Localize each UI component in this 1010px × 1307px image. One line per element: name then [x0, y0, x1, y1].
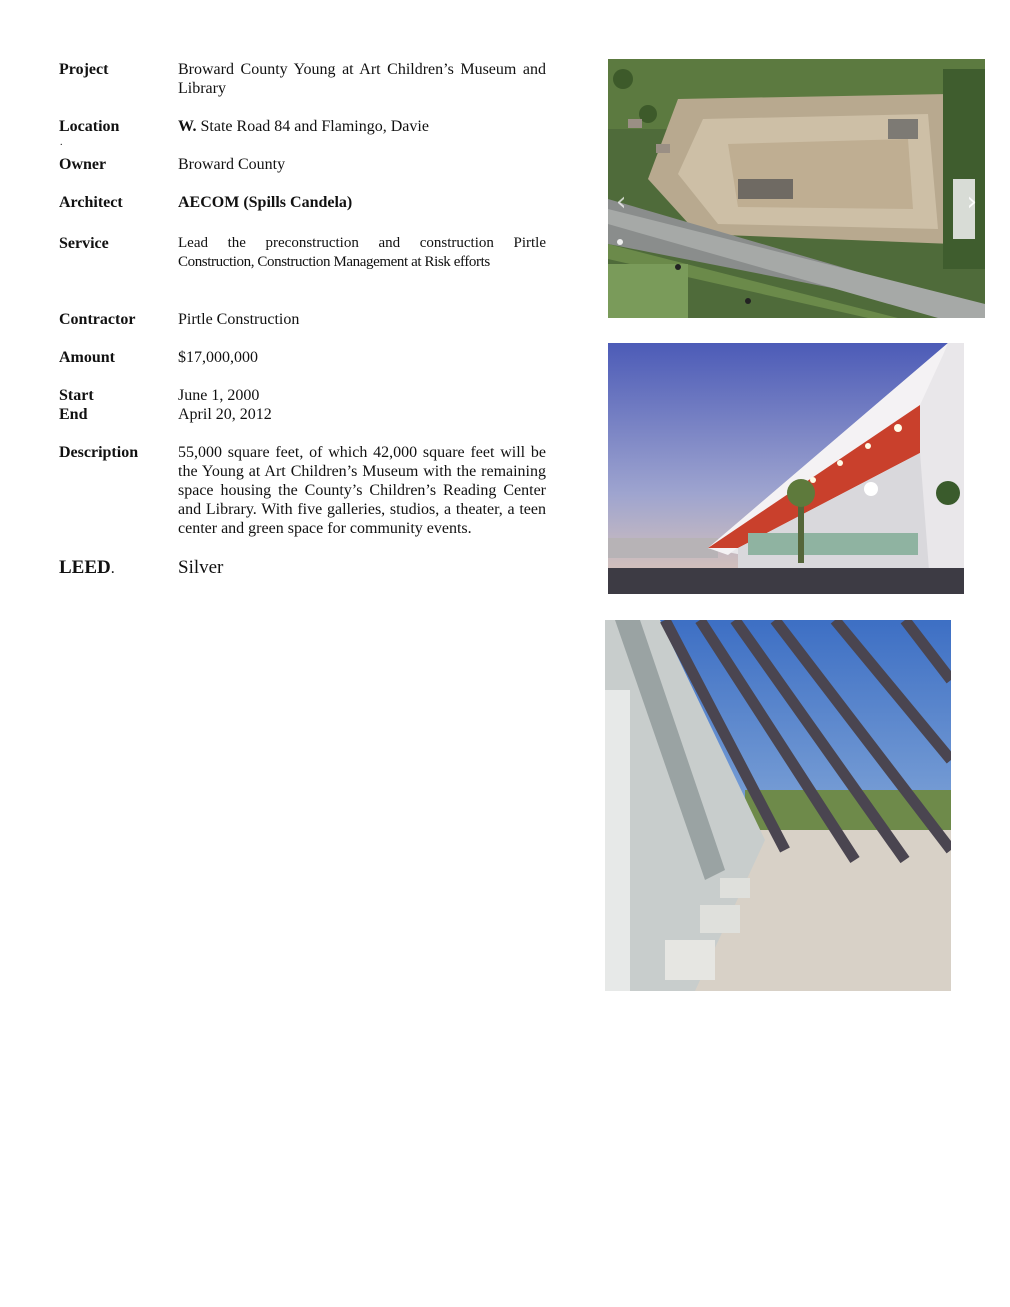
owner-label: Owner — [59, 156, 107, 173]
location-value-text: State Road 84 and Flamingo, Davie — [196, 118, 429, 135]
leed-label-text: LEED — [59, 557, 111, 578]
leed-label-suffix: . — [110, 560, 115, 577]
steel-structure-image — [605, 620, 951, 991]
steel-structure-photo — [605, 620, 951, 991]
aerial-construction-image — [608, 59, 985, 318]
location-stray-dot: . — [60, 137, 63, 148]
leed-label — [59, 557, 115, 580]
architect-value: AECOM (Spills Candela) — [178, 194, 353, 211]
description-label: Description — [59, 444, 139, 461]
amount-value: $17,000,000 — [178, 349, 258, 366]
amount-label: Amount — [59, 349, 116, 366]
start-value: June 1, 2000 — [178, 387, 260, 404]
start-label: Start — [59, 387, 94, 404]
museum-building-image — [608, 343, 964, 594]
location-label: Location — [59, 118, 120, 135]
end-value: April 20, 2012 — [178, 406, 272, 423]
service-label: Service — [59, 235, 109, 252]
project-value: Broward County Young at Art Children’s Museum and Library — [178, 61, 546, 97]
museum-building-photo — [608, 343, 964, 594]
end-label: End — [59, 406, 88, 423]
contractor-label: Contractor — [59, 311, 136, 328]
service-value-line2: Construction, Construction Management at Risk efforts — [178, 254, 490, 270]
project-label: Project — [59, 61, 109, 78]
location-value-bold: W. — [178, 118, 197, 135]
chevron-right-icon[interactable]: › — [966, 187, 977, 217]
owner-value: Broward County — [178, 156, 286, 173]
leed-value: Silver — [178, 557, 224, 578]
description-value: 55,000 square feet, of which 42,000 square feet will be the Young at Art Children’s Museum with the remaining space housing the County’s Children’s Reading Center and Library. With five galleries, studios, a theater, a teen center and green space for community events. — [178, 444, 546, 537]
contractor-value: Pirtle Construction — [178, 311, 300, 328]
location-value — [178, 117, 546, 136]
aerial-construction-photo — [608, 59, 985, 318]
service-value-line1: Lead the preconstruction and construction Pirtle — [178, 235, 546, 251]
chevron-left-icon[interactable]: ‹ — [616, 187, 627, 217]
architect-label: Architect — [59, 194, 123, 211]
